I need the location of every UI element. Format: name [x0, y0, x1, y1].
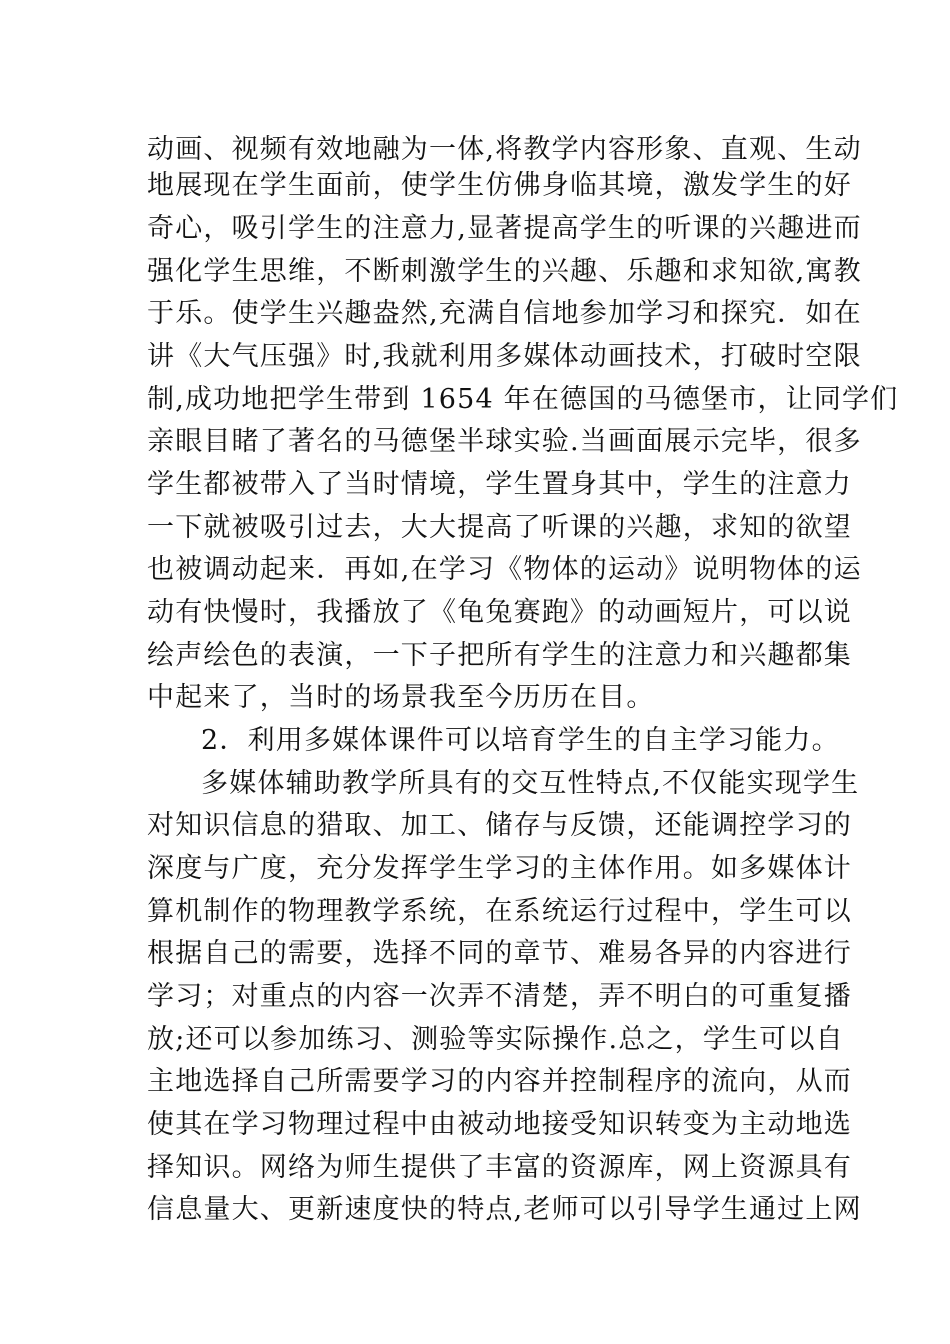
paragraph-line: 择知识。网络为师生提供了丰富的资源库，网上资源具有 [147, 1152, 852, 1183]
paragraph-line: 放;还可以参加练习、测验等实际操作.总之，学生可以自 [147, 1024, 844, 1055]
paragraph-line: 使其在学习物理过程中由被动地接受知识转变为主动地选 [147, 1109, 852, 1140]
paragraph-line: 地展现在学生面前，使学生仿佛身临其境，激发学生的好 [147, 170, 852, 201]
paragraph-line: 强化学生思维，不断刺激学生的兴趣、乐趣和求知欲,寓教 [147, 256, 862, 287]
paragraph-line: 算机制作的物理教学系统，在系统运行过程中，学生可以 [147, 896, 852, 927]
paragraph-line: 制,成功地把学生带到 1654 年在德国的马德堡市，让同学们 [147, 384, 899, 415]
paragraph-line: 信息量大、更新速度快的特点,老师可以引导学生通过上网 [147, 1194, 862, 1225]
paragraph-line: 于乐。使学生兴趣盎然,充满自信地参加学习和探究．如在 [147, 298, 862, 329]
paragraph-line: 根据自己的需要，选择不同的章节、难易各异的内容进行 [147, 938, 852, 969]
paragraph-line: 主地选择自己所需要学习的内容并控制程序的流向，从而 [147, 1066, 852, 1097]
paragraph-line: 学习；对重点的内容一次弄不清楚，弄不明白的可重复播 [147, 981, 852, 1012]
paragraph-line: 中起来了，当时的场景我至今历历在目。 [147, 682, 655, 713]
paragraph-line: 多媒体辅助教学所具有的交互性特点,不仅能实现学生 [201, 768, 860, 799]
paragraph-line: 对知识信息的猎取、加工、储存与反馈，还能调控学习的 [147, 810, 852, 841]
paragraph-line: 学生都被带入了当时情境，学生置身其中，学生的注意力 [147, 469, 852, 500]
paragraph-line: 一下就被吸引过去，大大提高了听课的兴趣，求知的欲望 [147, 512, 852, 543]
paragraph-line: 深度与广度，充分发挥学生学习的主体作用。如多媒体计 [147, 853, 852, 884]
section-heading: 2．利用多媒体课件可以培育学生的自主学习能力。 [201, 725, 840, 756]
paragraph-line: 动有快慢时，我播放了《龟兔赛跑》的动画短片，可以说 [147, 597, 852, 628]
paragraph-line: 也被调动起来．再如,在学习《物体的运动》说明物体的运 [147, 554, 862, 585]
paragraph-line: 奇心，吸引学生的注意力,显著提高学生的听课的兴趣进而 [147, 213, 862, 244]
paragraph-line: 绘声绘色的表演，一下子把所有学生的注意力和兴趣都集 [147, 640, 852, 671]
paragraph-line: 亲眼目睹了著名的马德堡半球实验.当画面展示完毕，很多 [147, 426, 862, 457]
paragraph-line: 动画、视频有效地融为一体,将教学内容形象、直观、生动 [147, 134, 862, 165]
paragraph-line: 讲《大气压强》时,我就利用多媒体动画技术，打破时空限 [147, 341, 862, 372]
